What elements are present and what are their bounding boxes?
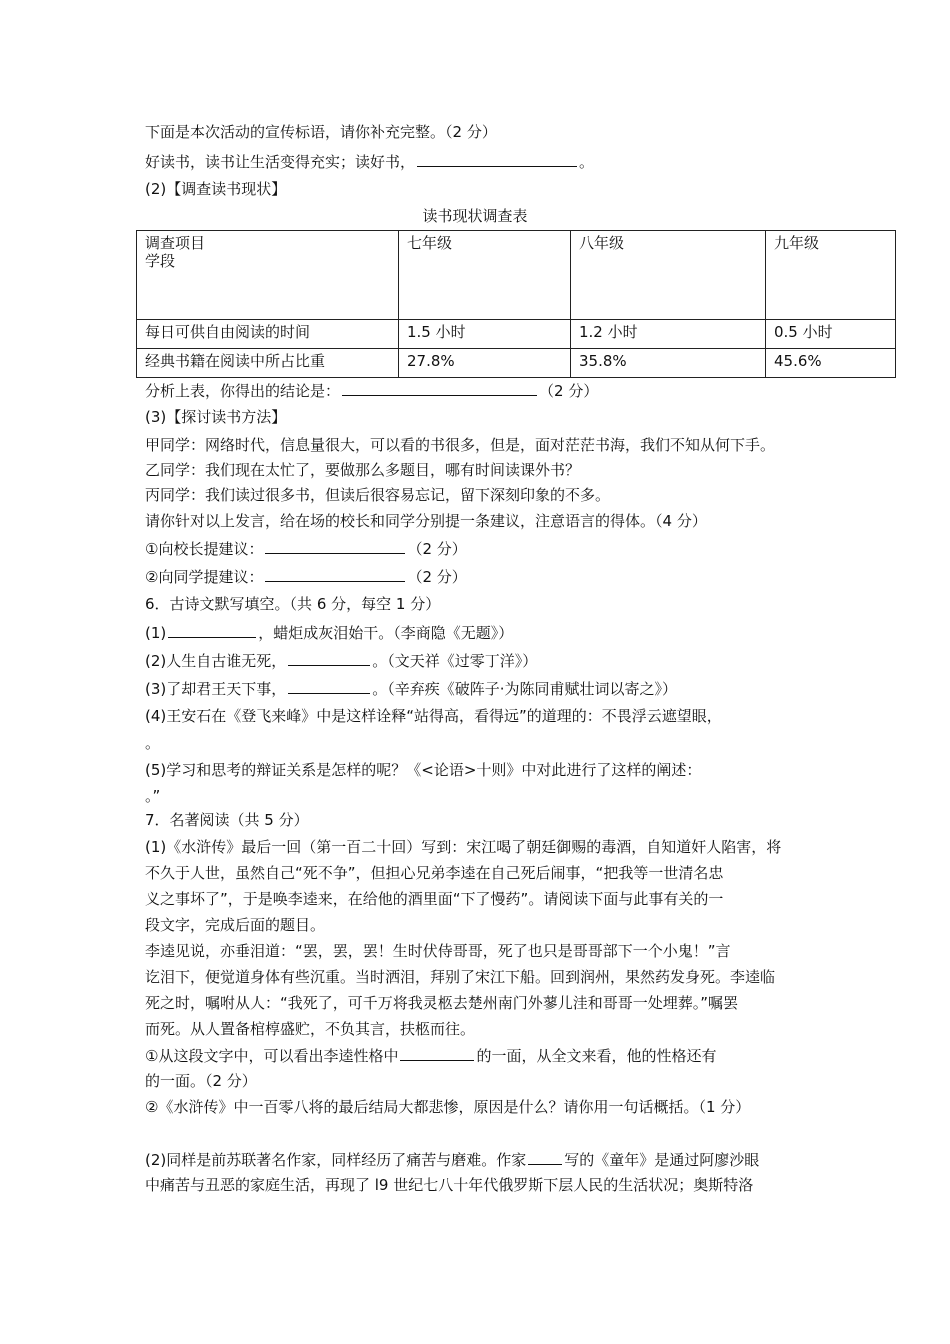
classmates-suggestion-points: （2 分） [407,568,467,586]
q6-item-1-text: ，蜡炬成灰泪始干。（李商隐《无题》） [258,624,514,642]
part3-heading: (3)【探讨读书方法】 [145,408,287,426]
q7-p1-line-1: (1)《水浒传》最后一回（第一百二十回）写到：宋江喝了朝廷御赐的毒酒，自知道奸人陷害，将 [145,838,782,856]
slogan-end: 。 [579,153,595,171]
q7-sub1-text-after: 的一面，从全文来看，他的性格还有 [476,1047,717,1065]
student-yi-statement: 乙同学：我们现在太忙了，要做那么多题目，哪有时间读课外书？ [145,461,581,479]
student-bing-statement: 丙同学：我们读过很多书，但读后很容易忘记，留下深刻印象的不多。 [145,486,611,504]
table-cell: 1.2 小时 [571,320,766,349]
q7-p1-line-2: 不久于人世，虽然自己“死不争”，但担心兄弟李逵在自己死后闹事，“把我等一世清名忠 [145,864,724,882]
classmates-suggestion-label: ②向同学提建议： [145,568,264,586]
conclusion-prompt: 分析上表，你得出的结论是： [145,382,341,400]
row-label: 经典书籍在阅读中所占比重 [137,349,399,378]
table-title: 读书现状调查表 [422,207,528,225]
q6-item-5-line-2: 。” [145,787,161,805]
header-corner-cell [137,231,399,320]
row-label: 每日可供自由阅读的时间 [137,320,399,349]
table-cell: 35.8% [571,349,766,378]
q7-passage-line-3: 死之时，嘱咐从人：“我死了，可千万将我灵柩去楚州南门外蓼儿洼和哥哥一处埋葬。”嘱罢 [145,994,739,1012]
conclusion-points: （2 分） [539,382,599,400]
q6-item-3-blank[interactable] [288,678,370,694]
q7-part2-text: (2)同样是前苏联著名作家，同样经历了痛苦与磨难。作家 [145,1151,527,1169]
principal-suggestion-label: ①向校长提建议： [145,540,264,558]
q7-passage-line-2: 讫泪下，便觉道身体有些沉重。当时洒泪，拜别了宋江下船。回到润州，果然药发身死。李逵临 [145,968,776,986]
slogan-prompt: 下面是本次活动的宣传标语，请你补充完整。（2 分） [145,123,497,141]
q7-sub1-line-2: 的一面。（2 分） [145,1072,257,1090]
table-cell: 0.5 小时 [766,320,896,349]
conclusion-blank[interactable] [342,380,537,396]
q6-item-4-line-2: 。 [145,734,161,752]
header-grade-8: 八年级 [571,231,766,320]
suggestion-instruction: 请你针对以上发言，给在场的校长和同学分别提一条建议，注意语言的得体。（4 分） [145,512,707,530]
part2-heading: (2)【调查读书现状】 [145,180,287,198]
q7-heading: 7．名著阅读（共 5 分） [145,811,309,829]
q7-sub1-blank[interactable] [400,1045,474,1061]
principal-suggestion-points: （2 分） [407,540,467,558]
classmates-suggestion-blank[interactable] [265,566,405,582]
classmates-suggestion-line [145,566,467,587]
q6-item-1-number: (1) [145,624,167,642]
q6-item-3-text: (3)了却君王天下事， [145,680,287,698]
q7-part2-line-1 [145,1149,759,1170]
q7-sub1-text: ①从这段文字中，可以看出李逵性格中 [145,1047,399,1065]
q6-item-5-line-1: (5)学习和思考的辩证关系是怎样的呢？《<论语>十则》中对此进行了这样的阐述： [145,761,702,779]
header-grade-9: 九年级 [766,231,896,320]
header-grade-7: 七年级 [399,231,571,320]
q7-part2-blank[interactable] [528,1149,562,1165]
slogan-line [145,151,594,172]
q6-item-2 [145,650,537,671]
q6-item-2-text: (2)人生自古谁无死， [145,652,287,670]
slogan-text: 好读书，读书让生活变得充实；读好书， [145,153,416,171]
table-header-row [137,231,896,320]
q6-item-1 [145,622,513,643]
table-cell: 27.8% [399,349,571,378]
principal-suggestion-blank[interactable] [265,538,405,554]
header-grade-label: 学段 [145,252,176,270]
table-row [137,349,896,378]
q6-item-2-blank[interactable] [288,650,370,666]
q6-item-4-line-1: (4)王安石在《登飞来峰》中是这样诠释“站得高，看得远”的道理的：不畏浮云遮望眼， [145,707,722,725]
table-row [137,320,896,349]
conclusion-line [145,380,598,401]
q6-item-2-source: 。（文天祥《过零丁洋》） [372,652,538,670]
q6-heading: 6．古诗文默写填空。（共 6 分，每空 1 分） [145,595,441,613]
slogan-blank[interactable] [417,151,577,167]
table-cell: 1.5 小时 [399,320,571,349]
q7-passage-line-1: 李逵见说，亦垂泪道：“罢，罢，罢！生时伏侍哥哥，死了也只是哥哥部下一个小鬼！”言 [145,942,731,960]
q7-part2-line-2: 中痛苦与丑恶的家庭生活，再现了 l9 世纪七八十年代俄罗斯下层人民的生活状况；奥斯特洛 [145,1176,754,1194]
q7-passage-line-4: 而死。从人置备棺椁盛贮，不负其言，扶柩而往。 [145,1020,476,1038]
q6-item-3 [145,678,677,699]
header-item-label: 调查项目 [145,234,206,252]
q7-p1-line-4: 段文字，完成后面的题目。 [145,916,326,934]
principal-suggestion-line [145,538,467,559]
survey-table [136,230,896,378]
q7-sub1-line-1 [145,1045,716,1066]
q7-sub2: ②《水浒传》中一百零八将的最后结局大都悲惨，原因是什么？请你用一句话概括。（1 分） [145,1098,751,1116]
table-cell: 45.6% [766,349,896,378]
student-jia-statement: 甲同学：网络时代，信息量很大，可以看的书很多，但是，面对茫茫书海，我们不知从何下手。 [145,436,776,454]
q7-p1-line-3: 义之事坏了”，于是唤李逵来，在给他的酒里面“下了慢药”。请阅读下面与此事有关的一 [145,890,724,908]
q6-item-3-source: 。（辛弃疾《破阵子·为陈同甫赋壮词以寄之》） [372,680,678,698]
q7-part2-text-after: 写的《童年》是通过阿廖沙眼 [564,1151,760,1169]
q6-item-1-blank[interactable] [168,622,256,638]
